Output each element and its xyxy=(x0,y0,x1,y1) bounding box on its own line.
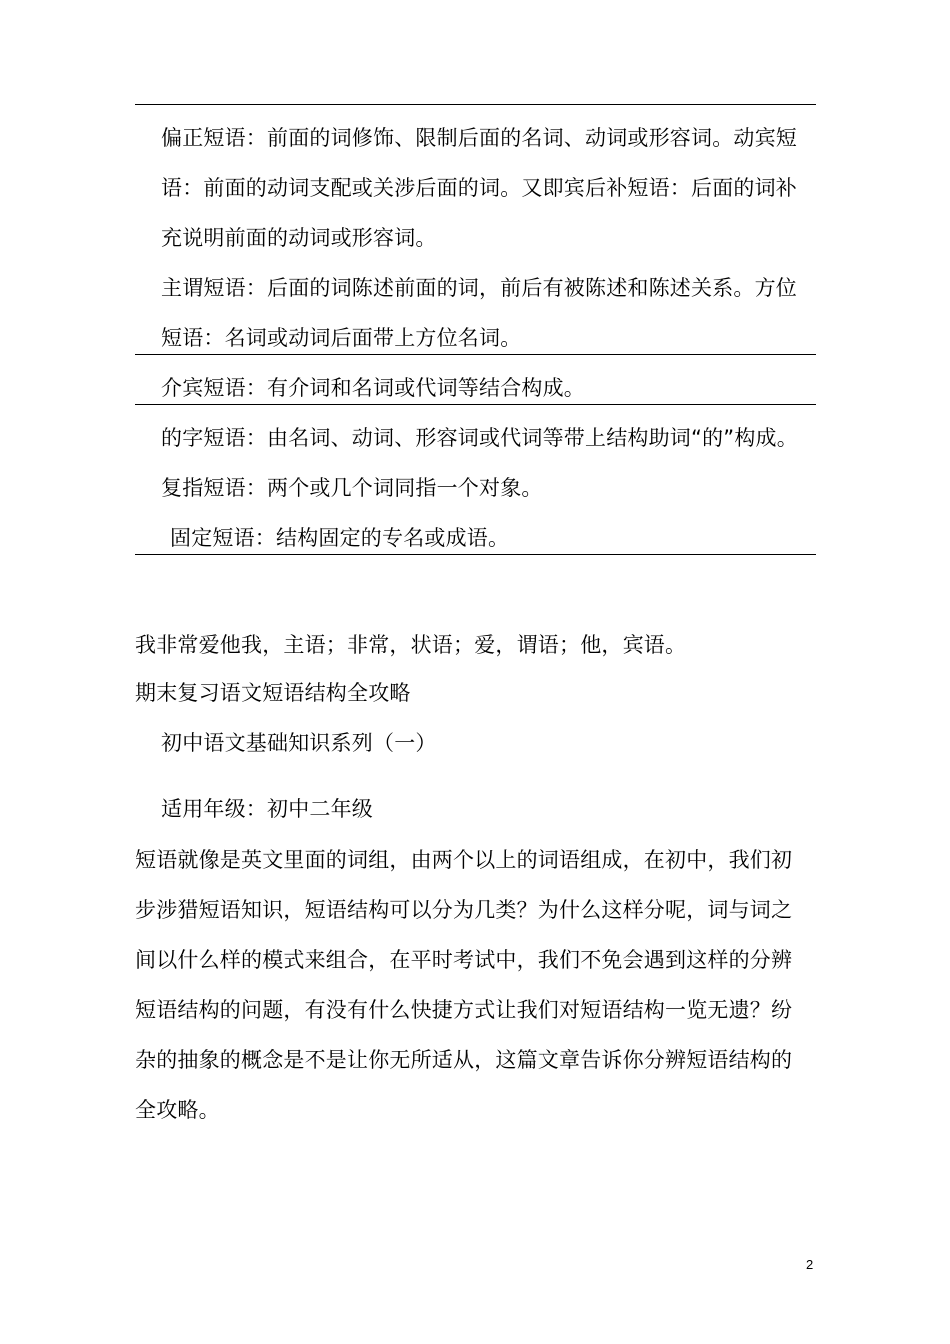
paragraph-line: 杂的抽象的概念是不是让你无所适从，这篇文章告诉你分辨短语结构的 xyxy=(135,1048,793,1072)
table-text-line: 的字短语：由名词、动词、形容词或代词等带上结构助词“的”构成。 xyxy=(161,426,798,450)
table-text-line: 固定短语：结构固定的专名或成语。 xyxy=(170,526,510,550)
document-title: 期末复习语文短语结构全攻略 xyxy=(135,681,411,705)
page-number: 2 xyxy=(806,1257,814,1272)
table-row-border xyxy=(135,354,816,355)
paragraph-line: 步涉猎短语知识，短语结构可以分为几类？为什么这样分呢，词与词之 xyxy=(135,898,793,922)
table-row-border xyxy=(135,404,816,405)
grade-level: 适用年级：初中二年级 xyxy=(161,797,373,821)
table-text-line: 主谓短语：后面的词陈述前面的词，前后有被陈述和陈述关系。方位 xyxy=(161,276,797,300)
table-bottom-border xyxy=(135,554,816,555)
paragraph-line: 短语结构的问题，有没有什么快捷方式让我们对短语结构一览无遗？纷 xyxy=(135,998,793,1022)
paragraph-line: 短语就像是英文里面的词组，由两个以上的词语组成，在初中，我们初 xyxy=(135,848,793,872)
paragraph-line: 全攻略。 xyxy=(135,1098,220,1122)
table-text-line: 介宾短语：有介词和名词或代词等结合构成。 xyxy=(161,376,585,400)
table-text-line: 短语：名词或动词后面带上方位名词。 xyxy=(161,326,522,350)
table-text-line: 充说明前面的动词或形容词。 xyxy=(161,226,437,250)
table-top-border xyxy=(135,104,816,105)
example-sentence: 我非常爱他我，主语；非常，状语；爱，谓语；他，宾语。 xyxy=(135,633,687,657)
table-text-line: 偏正短语：前面的词修饰、限制后面的名词、动词或形容词。动宾短 xyxy=(161,126,797,150)
table-text-line: 复指短语：两个或几个词同指一个对象。 xyxy=(161,476,543,500)
paragraph-line: 间以什么样的模式来组合，在平时考试中，我们不免会遇到这样的分辨 xyxy=(135,948,793,972)
table-text-line: 语：前面的动词支配或关涉后面的词。又即宾后补短语：后面的词补 xyxy=(161,176,797,200)
series-subtitle: 初中语文基础知识系列（一） xyxy=(161,731,437,755)
